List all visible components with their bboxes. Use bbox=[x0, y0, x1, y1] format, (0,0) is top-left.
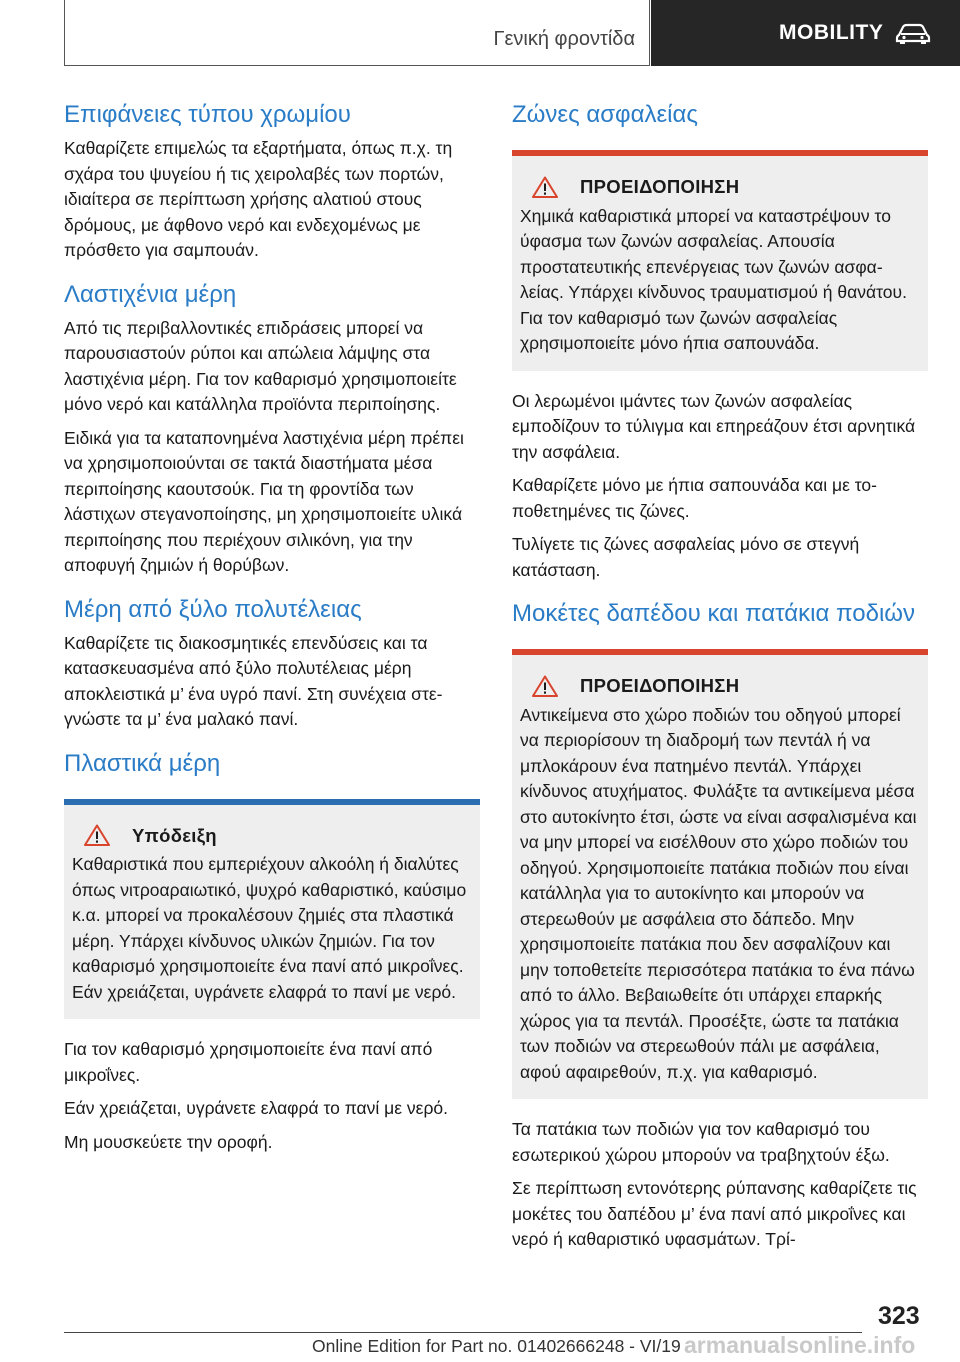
warning-text: Αντικείμενα στο χώρο ποδιών του οδηγού μπορεί να περιορίσουν τη διαδρομή των πεντάλ ή να μπλοκάρουν ένα πατημένο πεντάλ. Υπάρχει κίνδυνος ατυχήματος. Φυλάξτε τα αντικείμενα μέσα στο αυτοκίνητο έτσι, ώστε να είναι ασφαλισμένα και να μην μπορεί να εισέλθουν στο χώρο ποδιών του οδηγού. Χρησιμοποιείτε πατάκια ποδιών που είναι κατάλληλα για το αυτοκίνητο και μπορούν να στερεωθούν με ασφάλεια στο δάπεδο. Μην χρησιμοποιείτε πατάκια που δεν ασφαλίζουν και μην τοποθετείτε περισσότερα πατάκια το ένα πάνω από το άλλο. Βεβαιωθείτε ότι υπάρχει επαρκής χώρος για τα πεντάλ. Προσέξτε, ώστε τα πατάκια των ποδιών να στερεωθούν πάλι με ασφάλεια, αφού αφαιρεθούν, π.χ. για καθαρισμό. bbox=[520, 704, 917, 1082]
paragraph: Σε περίπτωση εντονότερης ρύπανσης καθαρίζετε τις μοκέτες του δαπέδου μ’ ένα πανί από μικροΐνες και νερό ή καθαριστικό υφασμάτων. Τρί- bbox=[512, 1178, 917, 1249]
paragraph: Καθαρίζετε επιμελώς τα εξαρτήματα, όπως π.χ. τη σχάρα του ψυγείου ή τις χειρολαβές των πορτών, ιδιαίτερα σε περίπτωση χρήσης αλατιού στους δρόμους, με άφθονο νερό και ενδεχομένως με πρόσθετο για σαμπουάν. bbox=[64, 138, 453, 260]
section-title: Λαστιχένια μέρη bbox=[64, 280, 237, 308]
section-title: Πλαστικά μέρη bbox=[64, 749, 221, 777]
paragraph: Μη μουσκεύετε την οροφή. bbox=[64, 1131, 273, 1152]
warning-text: Χημικά καθαριστικά μπορεί να καταστρέψουν το ύφασμα των ζωνών ασφαλείας. Απουσία προστατευτικής επενέργειας των ζωνών ασφαλείας. Υπάρχει κίνδυνος τραυματισμού ή θανάτου. Για τον καθαρισμό των ζωνών ασφαλείας χρησιμοποιείτε μόνο ήπια σαπουνάδα. bbox=[520, 205, 907, 353]
paragraph: Οι λερωμένοι ιμάντες των ζωνών ασφαλείας εμποδίζουν το τύλιγμα και επηρεάζουν έτσι αρνητικά την ασφάλεια. bbox=[512, 390, 916, 462]
section-rubber-parts bbox=[64, 280, 480, 579]
section-title: Μοκέτες δαπέδου και πατάκια ποδιών bbox=[512, 600, 916, 627]
paragraph: Από τις περιβαλλοντικές επιδράσεις μπορεί να παρουσιαστούν ρύποι και απώλεια λάμψης στα λαστιχένια μέρη. Για τον καθαρισμό χρησιμοποιείτε μόνο νερό και κατάλληλα προϊόντα περιποίησης. bbox=[64, 317, 457, 414]
note-header bbox=[72, 823, 472, 849]
section-floor-carpets bbox=[512, 599, 928, 1253]
header-section-title: Γενική φροντίδα bbox=[493, 28, 635, 50]
header-section-box bbox=[64, 0, 650, 66]
section-title: Επιφάνειες τύπου χρωμίου bbox=[64, 101, 351, 128]
watermark-logo: armanualsonline.info bbox=[684, 1332, 916, 1358]
header-brand-box bbox=[651, 0, 960, 66]
warning-title: ΠΡΟΕΙΔΟΠΟΙΗΣΗ bbox=[580, 176, 740, 197]
warning-title: ΠΡΟΕΙΔΟΠΟΙΗΣΗ bbox=[580, 675, 740, 696]
footer-edition: Online Edition for Part no. 01402666248 - VI/19 bbox=[312, 1336, 681, 1356]
warning-triangle-icon bbox=[532, 176, 558, 198]
warning-header bbox=[520, 673, 920, 699]
section-plastic-parts bbox=[64, 749, 480, 1156]
car-icon bbox=[895, 22, 931, 44]
warning-box bbox=[512, 649, 928, 1099]
section-title: Μέρη από ξύλο πολυτέλειας bbox=[64, 595, 362, 623]
warning-header bbox=[520, 174, 920, 200]
note-title: Υπόδειξη bbox=[132, 824, 217, 846]
section-title: Ζώνες ασφαλείας bbox=[512, 101, 698, 128]
section-chrome-surfaces bbox=[64, 100, 480, 264]
section-fine-wood-parts bbox=[64, 595, 480, 733]
warning-triangle-icon bbox=[532, 675, 558, 697]
paragraph: Τυλίγετε τις ζώνες ασφαλείας μόνο σε στεγνή κατάσταση. bbox=[512, 534, 860, 580]
header-brand-label: MOBILITY bbox=[779, 21, 884, 44]
paragraph: Καθαρίζετε μόνο με ήπια σαπουνάδα και με τοποθετημένες τις ζώνες. bbox=[512, 475, 877, 521]
note-text: Καθαριστικά που εμπεριέχουν αλκοόλη ή διαλύτες όπως νιτροαραιωτικό, ψυχρό καθαριστικό, καύσιμο κ.α. μπορεί να προκαλέσουν ζημιές στα πλαστικά μέρη. Υπάρχει κίνδυνος υλικών ζημιών. Για τον καθαρισμό χρησιμοποιείτε ένα πανί από μικροΐνες. Εάν χρειάζεται, υγράνετε ελαφρά το πανί με νερό. bbox=[72, 854, 467, 1002]
paragraph: Για τον καθαρισμό χρησιμοποιείτε ένα πανί από μικροΐνες. bbox=[64, 1039, 433, 1085]
paragraph: Καθαρίζετε τις διακοσμητικές επενδύσεις και τα κατασκευασμένα από ξύλο πολυτέλειας μέρη αποκλειστικά μ’ ένα υγρό πανί. Στη συνέχεια στεγνώστε τα μ’ ένα μαλακό πανί. bbox=[64, 632, 443, 729]
paragraph: Τα πατάκια των ποδιών για τον καθαρισμό του εσωτερικού χώρου μπορούν να τραβηχτούν έξω. bbox=[512, 1119, 890, 1165]
warning-box bbox=[512, 150, 928, 371]
paragraph: Ειδικά για τα καταπονημένα λαστιχένια μέρη πρέπει να χρησιμοποιούνται σε τακτά διαστήματα μέσα περιποίησης καουτσούκ. Για τη φροντίδα των λάστιχων στεγανοποίησης, μη χρησιμοποιείτε υλικά περιποίησης που περιέχουν σιλικόνη, για την αποφυγή ζημιών ή θορύβων. bbox=[64, 427, 464, 575]
section-seat-belts bbox=[512, 100, 928, 583]
note-box bbox=[64, 799, 480, 1020]
page-number: 323 bbox=[878, 1302, 920, 1330]
warning-triangle-icon bbox=[84, 824, 110, 846]
paragraph: Εάν χρειάζεται, υγράνετε ελαφρά το πανί με νερό. bbox=[64, 1098, 449, 1118]
left-column bbox=[64, 100, 480, 1171]
right-column bbox=[512, 100, 928, 1269]
